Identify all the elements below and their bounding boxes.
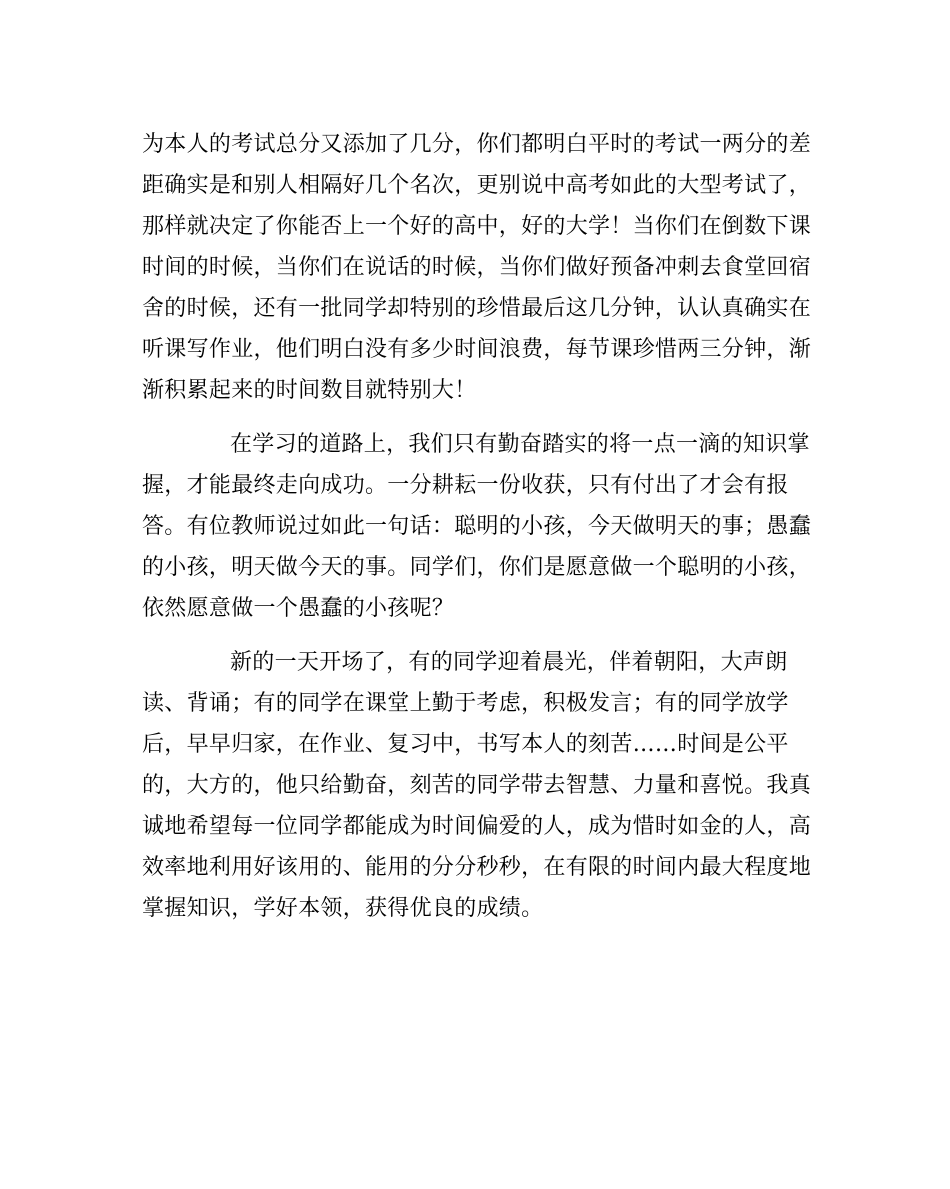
text-line: 那样就决定了你能否上一个好的高中，好的大学！当你们在倒数下课 [142, 214, 812, 239]
text-line: 依然愿意做一个愚蠢的小孩呢？ [142, 596, 455, 621]
text-line: 为本人的考试总分又添加了几分，你们都明白平时的考试一两分的差 [142, 132, 812, 157]
document-body [142, 124, 812, 929]
text-line: 效率地利用好该用的、能用的分分秒秒，在有限的时间内最大程度地 [142, 855, 812, 880]
paragraph-1 [142, 124, 812, 411]
text-line: 读、背诵；有的同学在课堂上勤于考虑，积极发言；有的同学放学 [142, 691, 789, 716]
paragraph-2 [142, 424, 812, 629]
text-line: 答。有位教师说过如此一句话：聪明的小孩，今天做明天的事；愚蠢 [142, 514, 812, 539]
text-line: 掌握知识，学好本领，获得优良的成绩。 [142, 896, 544, 921]
text-line: 的小孩，明天做今天的事。同学们，你们是愿意做一个聪明的小孩， [142, 555, 812, 580]
text-line: 时间的时候，当你们在说话的时候，当你们做好预备冲刺去食堂回宿 [142, 255, 812, 280]
text-line: 诚地希望每一位同学都能成为时间偏爱的人，成为惜时如金的人，高 [142, 814, 812, 839]
text-line: 距确实是和别人相隔好几个名次，更别说中高考如此的大型考试了， [142, 173, 812, 198]
text-line: 握，才能最终走向成功。一分耕耘一份收获，只有付出了才会有报 [142, 473, 789, 498]
text-line: 舍的时候，还有一批同学却特别的珍惜最后这几分钟，认认真确实在 [142, 296, 812, 321]
text-line: 渐积累起来的时间数目就特别大！ [142, 378, 477, 403]
text-line: 的，大方的，他只给勤奋，刻苦的同学带去智慧、力量和喜悦。我真 [142, 773, 812, 798]
text-line: 新的一天开场了，有的同学迎着晨光，伴着朝阳，大声朗 [230, 650, 788, 675]
text-line: 在学习的道路上，我们只有勤奋踏实的将一点一滴的知识掌 [230, 432, 810, 457]
text-line: 后，早早归家，在作业、复习中，书写本人的刻苦……时间是公平 [142, 732, 789, 757]
paragraph-3 [142, 642, 812, 929]
text-line: 听课写作业，他们明白没有多少时间浪费，每节课珍惜两三分钟，渐 [142, 337, 812, 362]
